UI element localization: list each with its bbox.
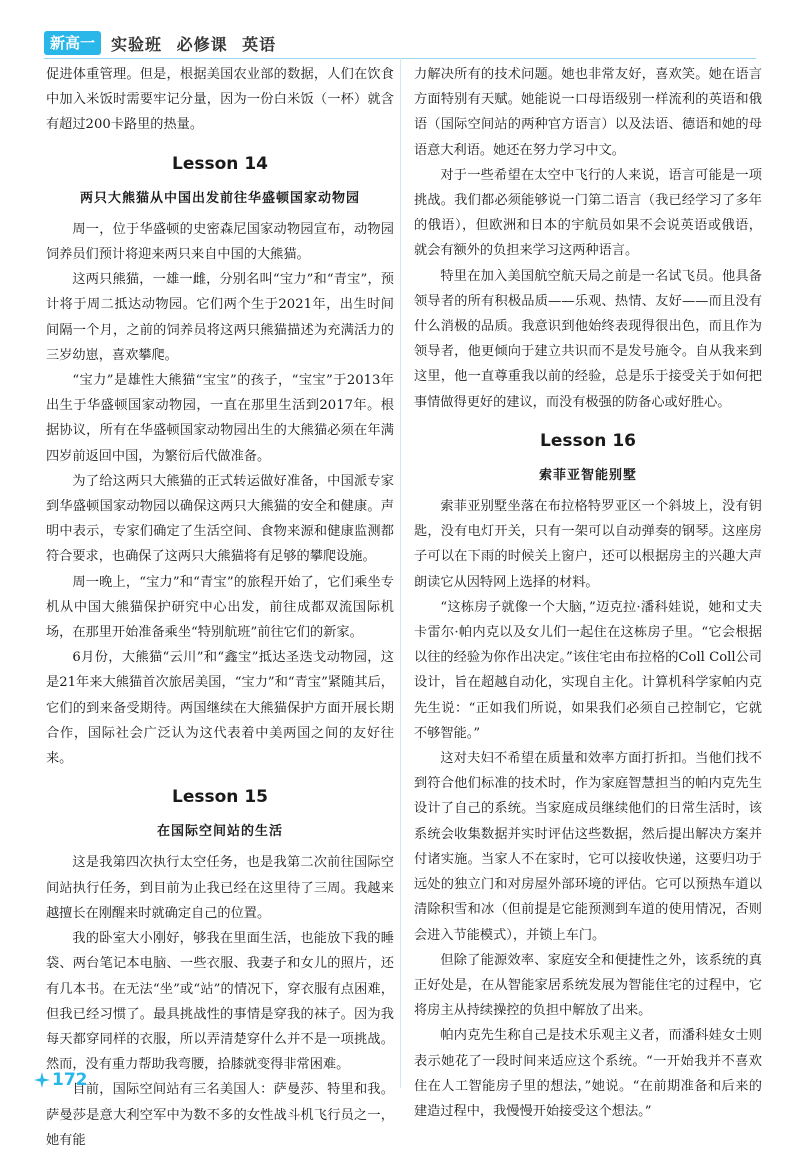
page-number bbox=[34, 1070, 88, 1090]
lesson-16-heading: Lesson 16 bbox=[540, 430, 636, 451]
lesson-15-heading: Lesson 15 bbox=[172, 787, 268, 808]
sparkle-icon bbox=[34, 1072, 50, 1088]
page-header bbox=[44, 30, 764, 56]
lesson-16-paragraph: 这对夫妇不希望在质量和效率方面打折扣。当他们找不到符合他们标准的技术时，作为家庭智慧担当的帕内克先生设计了自己的系统。当家庭成员继续他们的日常生活时，该系统会收集数据并实时评估这些数据，然后提出解决方案并付诸实施。当家人不在家时，它可以接收快递，这要归功于远处的独立门和对房屋外部环境的评估。它可以预热车道以清除积雪和冰（但前提是它能预测到车道的使用情况，否则会进入节能模式），并锁上车门。 bbox=[414, 751, 762, 943]
lesson-14-paragraph: 这两只熊猫，一雄一雌，分别名叫“宝力”和“青宝”，预计将于周二抵达动物园。它们两个生于2021年，出生时间间隔一个月，之前的饲养员将这两只熊猫描述为充满活力的三岁幼崽，喜欢攀爬。 bbox=[46, 272, 394, 363]
lesson-14-paragraph: 周一，位于华盛顿的史密森尼国家动物园宣布，动物园饲养员们预计将迎来两只来自中国的大熊猫。 bbox=[46, 221, 394, 263]
grade-badge: 新高一 bbox=[44, 31, 101, 55]
lesson-16-paragraph: “这栋房子就像一个大脑，”迈克拉·潘科娃说，她和丈夫卡雷尔·帕内克以及女儿们一起住在这栋房子里。“它会根据以往的经验为你作出决定。”该住宅由布拉格的Coll Coll公司设计，旨在超越自动化，实现自主化。计算机科学家帕内克先生说：“正如我们所说，如果我们必须自己控制它，它就不够智能。” bbox=[414, 599, 762, 741]
lesson-14-paragraph: “宝力”是雄性大熊猫“宝宝”的孩子，“宝宝”于2013年出生于华盛顿国家动物园，一直在那里生活到2017年。根据协议，所有在华盛顿国家动物园出生的大熊猫必须在年满四岁前返回中国，为繁衍后代做准备。 bbox=[46, 373, 394, 464]
lesson-15-paragraph: 这是我第四次执行太空任务，也是我第二次前往国际空间站执行任务，到目前为止我已经在这里待了三周。我越来越擅长在刚醒来时就确定自己的位置。 bbox=[46, 855, 394, 921]
lesson-14-paragraph: 周一晚上，“宝力”和“青宝”的旅程开始了，它们乘坐专机从中国大熊猫保护研究中心出发，前往成都双流国际机场，在那里开始准备乘坐“特别航班”前往它们的新家。 bbox=[46, 574, 394, 641]
lesson-14-title: 两只大熊猫从中国出发前往华盛顿国家动物园 bbox=[79, 190, 360, 206]
lesson-14-paragraph: 6月份，大熊猫“云川”和“鑫宝”抵达圣迭戈动物园，这是21年来大熊猫首次旅居美国，“宝力”和“青宝”紧随其后，它们的到来备受期待。两国继续在大熊猫保护方面开展长期合作，国际社会广泛认为这代表着中美两国之间的友好往来。 bbox=[46, 650, 394, 767]
right-column bbox=[414, 62, 762, 1124]
page-number-text: 172 bbox=[52, 1070, 88, 1090]
book-title: 实验班 必修课 英语 bbox=[111, 34, 277, 54]
lesson-15-continuation: 对于一些希望在太空中飞行的人来说，语言可能是一项挑战。我们都必须能够说一门第二语言（我已经学习了多年的俄语），但欧洲和日本的宇航员如果不会说英语或俄语，就会有额外的负担来学习这两种语言。 bbox=[414, 167, 762, 259]
lesson-15-paragraph: 目前，国际空间站有三名美国人：萨曼莎、特里和我。萨曼莎是意大利空军中为数不多的女性战斗机飞行员之一，她有能 bbox=[46, 1082, 394, 1148]
left-column bbox=[46, 62, 394, 1153]
lesson-16-paragraph: 但除了能源效率、家庭安全和便捷性之外，该系统的真正好处是，在从智能家居系统发展为智能住宅的过程中，它将房主从持续操控的负担中解放了出来。 bbox=[414, 952, 762, 1019]
lesson-15-paragraph: 我的卧室大小刚好，够我在里面生活，也能放下我的睡袋、两台笔记本电脑、一些衣服、我妻子和女儿的照片，还有几本书。在无法“坐”或“站”的情况下，穿衣服有点困难，但我已经习惯了。最具挑战性的事情是穿我的袜子。因为我每天都穿同样的衣服，所以弄清楚穿什么并不是一项挑战。然而，没有重力帮助我弯腰，拾膝就变得非常困难。 bbox=[46, 931, 394, 1073]
lesson-15-continuation: 特里在加入美国航空航天局之前是一名试飞员。他具备领导者的所有积极品质——乐观、热情、友好——而且没有什么消极的品质。我意识到他始终表现得很出色，而且作为领导者，他更倾向于建立共识而不是发号施令。自从我来到这里，他一直尊重我以前的经验，总是乐于接受关于如何把事情做得更好的建议，而没有极强的防备心或好胜心。 bbox=[414, 268, 762, 410]
lesson-16-title: 索菲亚智能别墅 bbox=[538, 467, 637, 483]
intro-paragraph: 促进体重管理。但是，根据美国农业部的数据，人们在饮食中加入米饭时需要牢记分量，因为一份白米饭（一杯）就含有超过200卡路里的热量。 bbox=[46, 67, 394, 133]
lesson-14-heading: Lesson 14 bbox=[172, 153, 268, 174]
lesson-16-paragraph: 索菲亚别墅坐落在布拉格特罗亚区一个斜坡上，没有钥匙，没有电灯开关，只有一架可以自动弹奏的钢琴。这座房子可以在下雨的时候关上窗户，还可以根据房主的兴趣大声朗读它从因特网上选择的材料。 bbox=[414, 499, 762, 590]
lesson-15-continuation: 力解决所有的技术问题。她也非常友好，喜欢笑。她在语言方面特别有天赋。她能说一口母语级别一样流利的英语和俄语（国际空间站的两种官方语言）以及法语、德语和她的母语意大利语。她还在努力学习中文。 bbox=[414, 67, 762, 158]
column-divider bbox=[400, 58, 401, 1088]
lesson-15-title: 在国际空间站的生活 bbox=[156, 824, 283, 840]
lesson-14-paragraph: 为了给这两只大熊猫的正式转运做好准备，中国派专家到华盛顿国家动物园以确保这两只大熊猫的安全和健康。声明中表示，专家们确定了生活空间、食物来源和健康监测都符合要求，也确保了这两只大熊猫将有足够的攀爬设施。 bbox=[46, 473, 394, 565]
lesson-16-paragraph: 帕内克先生称自己是技术乐观主义者，而潘科娃女士则表示她花了一段时间来适应这个系统。“一开始我并不喜欢住在人工智能房子里的想法，”她说。“在前期准备和后来的建造过程中，我慢慢开始接受这个想法。” bbox=[414, 1028, 762, 1119]
